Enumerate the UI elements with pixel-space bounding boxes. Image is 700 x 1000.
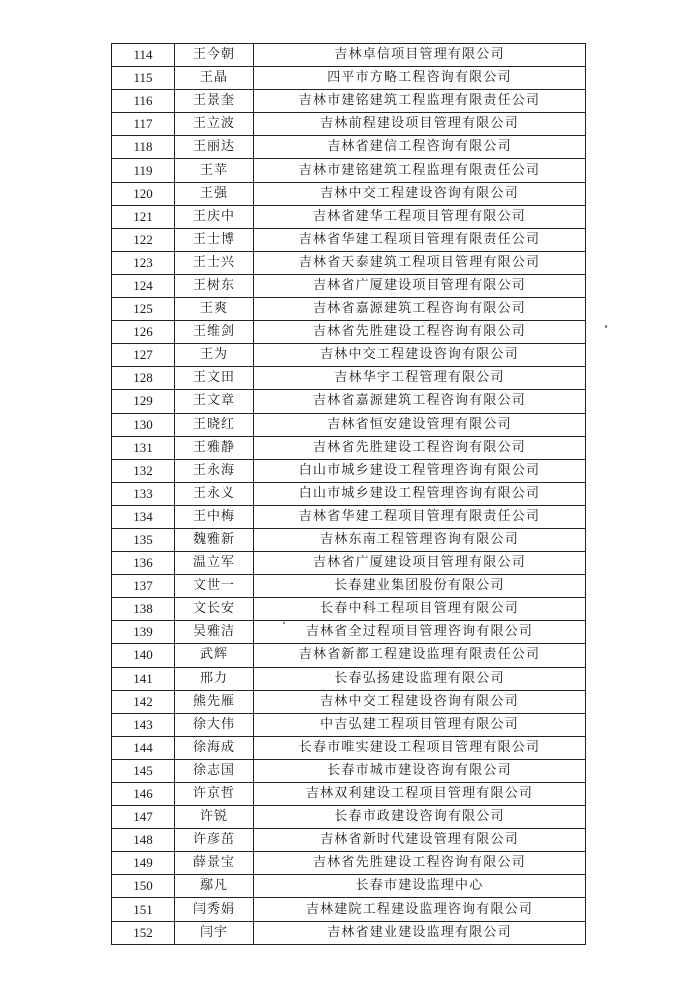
person-name: 许彦茁 <box>175 829 254 852</box>
row-number: 120 <box>112 182 175 205</box>
company-name: 长春建业集团股份有限公司 <box>254 575 586 598</box>
row-number: 132 <box>112 459 175 482</box>
table-row <box>112 113 586 136</box>
table-row <box>112 598 586 621</box>
company-name: 吉林省广厦建设项目管理有限公司 <box>254 274 586 297</box>
company-name: 白山市城乡建设工程管理咨询有限公司 <box>254 459 586 482</box>
row-number: 114 <box>112 44 175 67</box>
company-name: 长春市政建设咨询有限公司 <box>254 806 586 829</box>
row-number: 116 <box>112 90 175 113</box>
table-row <box>112 228 586 251</box>
scan-speck <box>283 622 285 624</box>
person-name: 王立波 <box>175 113 254 136</box>
row-number: 133 <box>112 482 175 505</box>
row-number: 123 <box>112 251 175 274</box>
row-number: 126 <box>112 321 175 344</box>
company-name: 吉林省恒安建设管理有限公司 <box>254 413 586 436</box>
person-name: 文世一 <box>175 575 254 598</box>
row-number: 152 <box>112 921 175 944</box>
company-name: 吉林省建业建设监理有限公司 <box>254 921 586 944</box>
table-row <box>112 575 586 598</box>
row-number: 135 <box>112 528 175 551</box>
company-name: 吉林省华建工程项目管理有限责任公司 <box>254 505 586 528</box>
row-number: 136 <box>112 552 175 575</box>
company-name: 四平市方略工程咨询有限公司 <box>254 67 586 90</box>
row-number: 148 <box>112 829 175 852</box>
person-name: 王景奎 <box>175 90 254 113</box>
person-name: 鄢凡 <box>175 875 254 898</box>
table-row <box>112 644 586 667</box>
person-name: 王永义 <box>175 482 254 505</box>
person-name: 王士博 <box>175 228 254 251</box>
roster-table <box>111 43 586 945</box>
person-name: 闫宇 <box>175 921 254 944</box>
person-name: 王士兴 <box>175 251 254 274</box>
table-row <box>112 159 586 182</box>
person-name: 熊先雁 <box>175 690 254 713</box>
person-name: 王文章 <box>175 390 254 413</box>
row-number: 119 <box>112 159 175 182</box>
person-name: 王晓红 <box>175 413 254 436</box>
table-row <box>112 852 586 875</box>
table-row <box>112 806 586 829</box>
company-name: 吉林华宇工程管理有限公司 <box>254 367 586 390</box>
company-name: 吉林省建信工程咨询有限公司 <box>254 136 586 159</box>
table-row <box>112 44 586 67</box>
person-name: 王丽达 <box>175 136 254 159</box>
company-name: 吉林中交工程建设咨询有限公司 <box>254 690 586 713</box>
company-name: 吉林双利建设工程项目管理有限公司 <box>254 783 586 806</box>
person-name: 王树东 <box>175 274 254 297</box>
table-row <box>112 505 586 528</box>
row-number: 128 <box>112 367 175 390</box>
company-name: 中吉弘建工程项目管理有限公司 <box>254 713 586 736</box>
row-number: 138 <box>112 598 175 621</box>
person-name: 徐志国 <box>175 759 254 782</box>
table-row <box>112 367 586 390</box>
scan-speck <box>605 325 607 328</box>
row-number: 117 <box>112 113 175 136</box>
row-number: 150 <box>112 875 175 898</box>
row-number: 125 <box>112 298 175 321</box>
row-number: 139 <box>112 621 175 644</box>
person-name: 薛景宝 <box>175 852 254 875</box>
table-row <box>112 898 586 921</box>
table-row <box>112 344 586 367</box>
company-name: 吉林省先胜建设工程咨询有限公司 <box>254 436 586 459</box>
table-row <box>112 182 586 205</box>
company-name: 吉林市建铭建筑工程监理有限责任公司 <box>254 159 586 182</box>
table-row <box>112 390 586 413</box>
company-name: 吉林省华建工程项目管理有限责任公司 <box>254 228 586 251</box>
table-row <box>112 482 586 505</box>
person-name: 王文田 <box>175 367 254 390</box>
company-name: 吉林前程建设项目管理有限公司 <box>254 113 586 136</box>
person-name: 王维剑 <box>175 321 254 344</box>
person-name: 王中梅 <box>175 505 254 528</box>
table-row <box>112 298 586 321</box>
row-number: 146 <box>112 783 175 806</box>
company-name: 吉林省嘉源建筑工程咨询有限公司 <box>254 298 586 321</box>
company-name: 长春市城市建设咨询有限公司 <box>254 759 586 782</box>
company-name: 吉林省新都工程建设监理有限责任公司 <box>254 644 586 667</box>
row-number: 145 <box>112 759 175 782</box>
company-name: 长春市唯实建设工程项目管理有限公司 <box>254 736 586 759</box>
company-name: 吉林市建铭建筑工程监理有限责任公司 <box>254 90 586 113</box>
row-number: 140 <box>112 644 175 667</box>
row-number: 124 <box>112 274 175 297</box>
person-name: 文长安 <box>175 598 254 621</box>
row-number: 121 <box>112 205 175 228</box>
person-name: 王强 <box>175 182 254 205</box>
person-name: 吴雅洁 <box>175 621 254 644</box>
table-row <box>112 875 586 898</box>
row-number: 131 <box>112 436 175 459</box>
row-number: 134 <box>112 505 175 528</box>
person-name: 王为 <box>175 344 254 367</box>
table-row <box>112 67 586 90</box>
person-name: 许京哲 <box>175 783 254 806</box>
company-name: 白山市城乡建设工程管理咨询有限公司 <box>254 482 586 505</box>
row-number: 151 <box>112 898 175 921</box>
person-name: 王晶 <box>175 67 254 90</box>
table-row <box>112 736 586 759</box>
table-row <box>112 690 586 713</box>
company-name: 吉林东南工程管理咨询有限公司 <box>254 528 586 551</box>
person-name: 温立军 <box>175 552 254 575</box>
company-name: 吉林省全过程项目管理咨询有限公司 <box>254 621 586 644</box>
company-name: 吉林卓信项目管理有限公司 <box>254 44 586 67</box>
row-number: 129 <box>112 390 175 413</box>
person-name: 徐大伟 <box>175 713 254 736</box>
person-name: 闫秀娟 <box>175 898 254 921</box>
table-row <box>112 251 586 274</box>
company-name: 吉林省先胜建设工程咨询有限公司 <box>254 321 586 344</box>
person-name: 邢力 <box>175 667 254 690</box>
row-number: 118 <box>112 136 175 159</box>
row-number: 144 <box>112 736 175 759</box>
company-name: 吉林中交工程建设咨询有限公司 <box>254 182 586 205</box>
company-name: 吉林省嘉源建筑工程咨询有限公司 <box>254 390 586 413</box>
company-name: 吉林省天泰建筑工程项目管理有限公司 <box>254 251 586 274</box>
row-number: 122 <box>112 228 175 251</box>
person-name: 王今朝 <box>175 44 254 67</box>
row-number: 127 <box>112 344 175 367</box>
table-row <box>112 136 586 159</box>
person-name: 徐海成 <box>175 736 254 759</box>
table-row <box>112 713 586 736</box>
company-name: 吉林省广厦建设项目管理有限公司 <box>254 552 586 575</box>
table-row <box>112 552 586 575</box>
company-name: 吉林省先胜建设工程咨询有限公司 <box>254 852 586 875</box>
company-name: 吉林建院工程建设监理咨询有限公司 <box>254 898 586 921</box>
roster-body <box>112 44 586 945</box>
company-name: 长春市建设监理中心 <box>254 875 586 898</box>
row-number: 137 <box>112 575 175 598</box>
company-name: 长春中科工程项目管理有限公司 <box>254 598 586 621</box>
table-row <box>112 783 586 806</box>
table-row <box>112 528 586 551</box>
table-row <box>112 90 586 113</box>
table-row <box>112 205 586 228</box>
table-row <box>112 829 586 852</box>
table-row <box>112 321 586 344</box>
company-name: 吉林省新时代建设管理有限公司 <box>254 829 586 852</box>
person-name: 王庆中 <box>175 205 254 228</box>
table-row <box>112 413 586 436</box>
person-name: 王苹 <box>175 159 254 182</box>
table-row <box>112 759 586 782</box>
row-number: 115 <box>112 67 175 90</box>
row-number: 147 <box>112 806 175 829</box>
row-number: 143 <box>112 713 175 736</box>
company-name: 长春弘扬建设监理有限公司 <box>254 667 586 690</box>
row-number: 141 <box>112 667 175 690</box>
person-name: 武辉 <box>175 644 254 667</box>
person-name: 许锐 <box>175 806 254 829</box>
table-row <box>112 667 586 690</box>
company-name: 吉林中交工程建设咨询有限公司 <box>254 344 586 367</box>
table-row <box>112 436 586 459</box>
table-row <box>112 921 586 944</box>
table-row <box>112 621 586 644</box>
person-name: 王永海 <box>175 459 254 482</box>
person-name: 魏雅新 <box>175 528 254 551</box>
row-number: 142 <box>112 690 175 713</box>
company-name: 吉林省建华工程项目管理有限公司 <box>254 205 586 228</box>
person-name: 王爽 <box>175 298 254 321</box>
row-number: 149 <box>112 852 175 875</box>
person-name: 王雅静 <box>175 436 254 459</box>
row-number: 130 <box>112 413 175 436</box>
table-row <box>112 459 586 482</box>
table-row <box>112 274 586 297</box>
